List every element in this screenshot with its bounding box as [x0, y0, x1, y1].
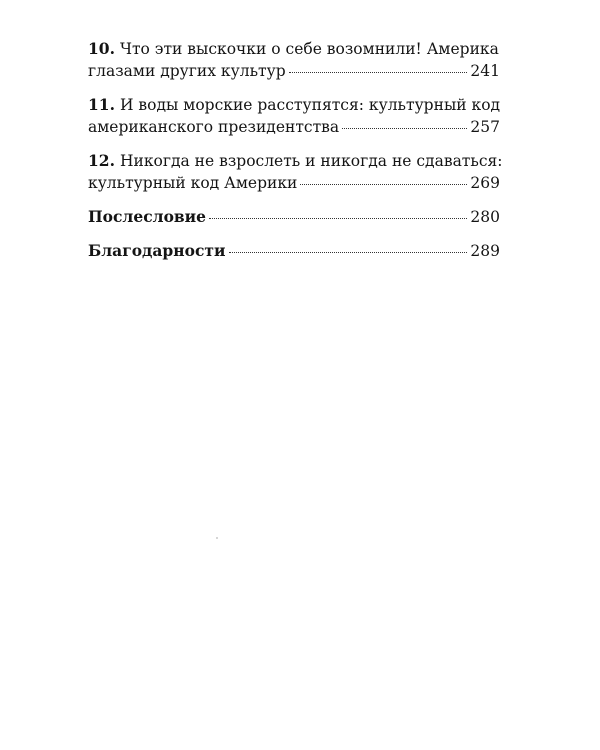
toc-entry-line-1: [88, 206, 500, 228]
section-title: Благодарности: [88, 241, 226, 260]
page-number: 289: [470, 242, 500, 260]
toc-entry-chapter-11: [88, 94, 500, 138]
section-title: Послесловие: [88, 207, 207, 226]
toc-entry-line-1: [88, 38, 500, 60]
toc-entry-chapter-10: [88, 38, 500, 82]
chapter-title-line-1: Что эти выскочки о себе возомнили! Америка: [119, 40, 499, 58]
page-number: 241: [470, 62, 500, 80]
toc-entry-line-2: [88, 172, 500, 194]
toc-entry-line-1: [88, 240, 500, 262]
dot-leader: [289, 72, 468, 73]
toc-entry-afterword: [88, 206, 500, 228]
dot-leader: [300, 184, 467, 185]
toc-entry-line-1: [88, 94, 500, 116]
toc-entry-acknowledgements: [88, 240, 500, 262]
toc-entry-line-2: [88, 116, 500, 138]
chapter-title-line-2: американского президентства: [88, 118, 340, 136]
dot-leader: [229, 252, 468, 253]
dot-leader: [342, 128, 467, 129]
chapter-number: 11.: [88, 95, 115, 114]
paper-speck: [216, 537, 218, 539]
chapter-title-line-1: Никогда не взрослеть и никогда не сдаваться:: [119, 152, 503, 170]
dot-leader: [209, 218, 467, 219]
chapter-title-line-1: И воды морские расступятся: культурный код: [119, 96, 501, 114]
chapter-number: 12.: [88, 151, 115, 170]
toc-entry-line-1: [88, 150, 503, 172]
toc-entry-line-2: [88, 60, 500, 82]
toc-entry-chapter-12: [88, 150, 503, 194]
chapter-number: 10.: [88, 39, 115, 58]
table-of-contents: [88, 38, 503, 274]
page-number: 269: [470, 174, 500, 192]
chapter-title-line-2: культурный код Америки: [88, 174, 298, 192]
chapter-title-line-2: глазами других культур: [88, 62, 286, 80]
page-number: 280: [470, 208, 500, 226]
page-number: 257: [470, 118, 500, 136]
